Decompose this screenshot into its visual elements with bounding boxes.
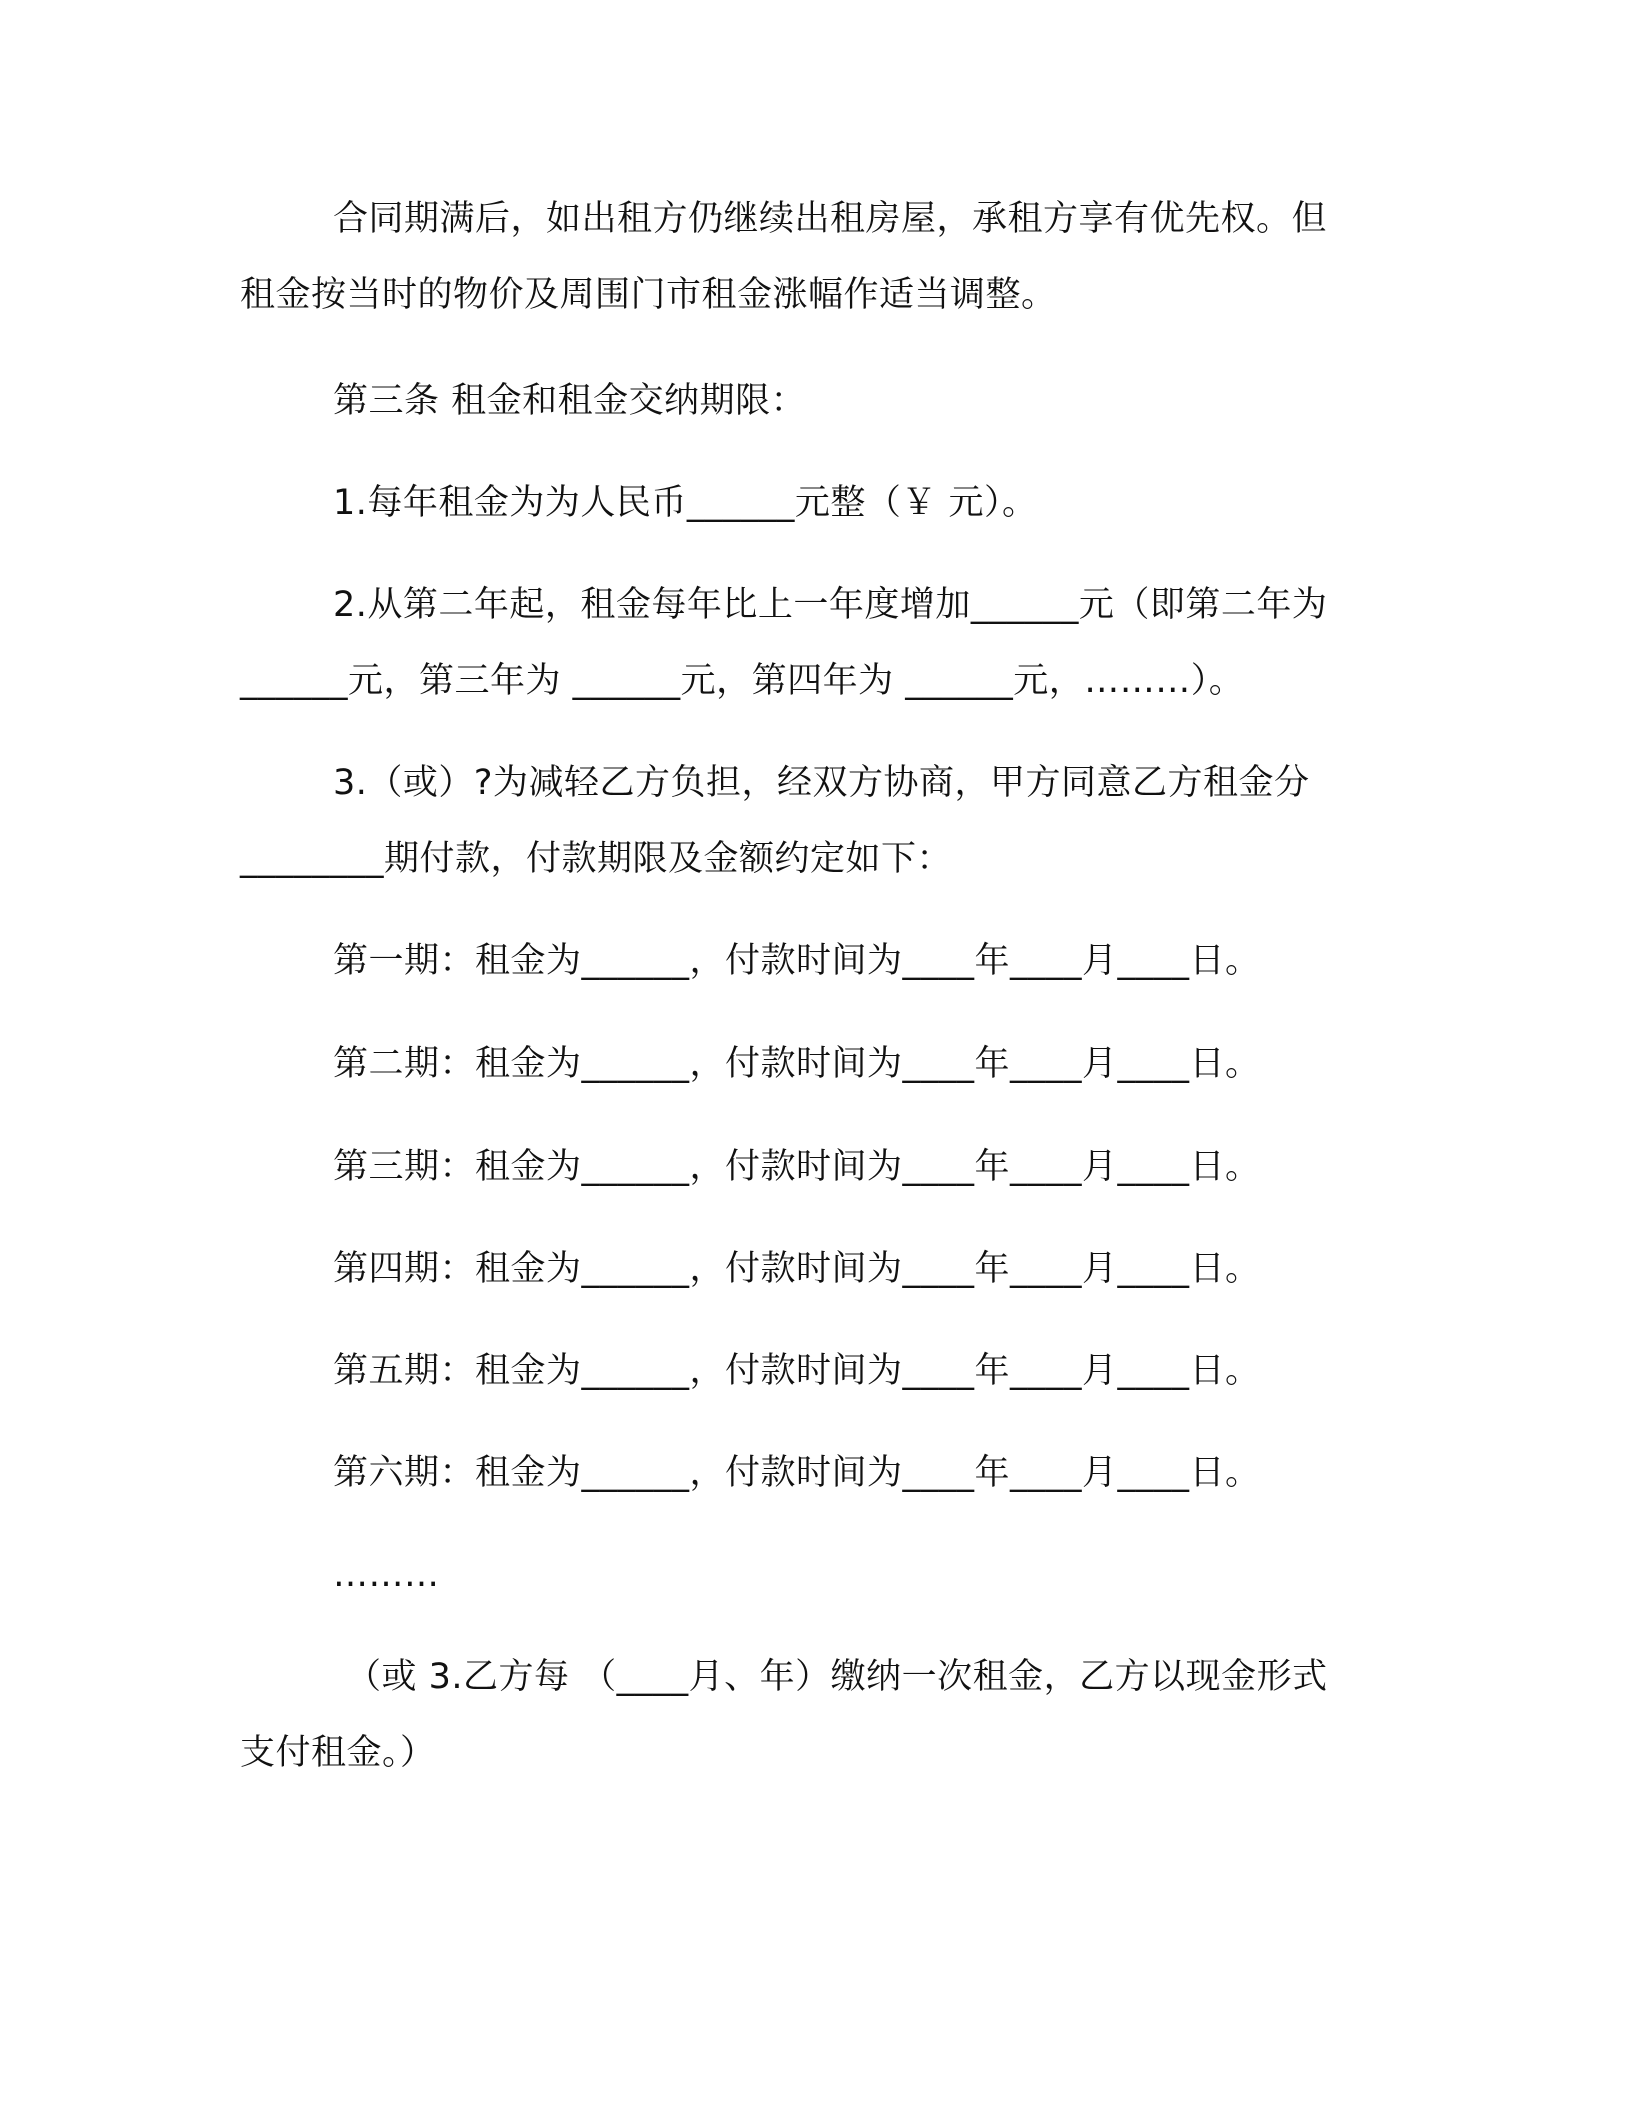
paragraph-renewal-priority-line-1: 合同期满后，如出租方仍继续出租房屋，承租方享有优先权。但 (333, 199, 1328, 239)
installment-5: 第五期：租金为______，付款时间为____年____月____日。 (333, 1351, 1261, 1391)
paragraph-renewal-priority-line-2: 租金按当时的物价及周围门市租金涨幅作适当调整。 (240, 275, 1057, 315)
clause-3-installments-line-2: ________期付款，付款期限及金额约定如下： (240, 839, 953, 879)
installment-1: 第一期：租金为______，付款时间为____年____月____日。 (333, 941, 1261, 981)
installment-6: 第六期：租金为______，付款时间为____年____月____日。 (333, 1453, 1261, 1493)
clause-3-installments-line-1: 3.（或）?为减轻乙方负担，经双方协商，甲方同意乙方租金分 (333, 763, 1310, 803)
alternative-clause-line-1: （或 3.乙方每 （____月、年）缴纳一次租金，乙方以现金形式 (346, 1657, 1328, 1697)
ellipsis-line: ……… (333, 1555, 440, 1595)
clause-2-increase-line-2: ______元，第三年为 ______元，第四年为 ______元，………）。 (240, 661, 1245, 701)
clause-1-annual-rent: 1.每年租金为为人民币______元整（￥ 元）。 (333, 483, 1038, 523)
installment-2: 第二期：租金为______，付款时间为____年____月____日。 (333, 1044, 1261, 1084)
clause-2-increase-line-1: 2.从第二年起，租金每年比上一年度增加______元（即第二年为 (333, 585, 1328, 625)
installment-3: 第三期：租金为______，付款时间为____年____月____日。 (333, 1147, 1261, 1187)
article-three-heading: 第三条 租金和租金交纳期限： (333, 381, 807, 421)
alternative-clause-line-2: 支付租金。） (240, 1733, 436, 1773)
installment-4: 第四期：租金为______，付款时间为____年____月____日。 (333, 1249, 1261, 1289)
